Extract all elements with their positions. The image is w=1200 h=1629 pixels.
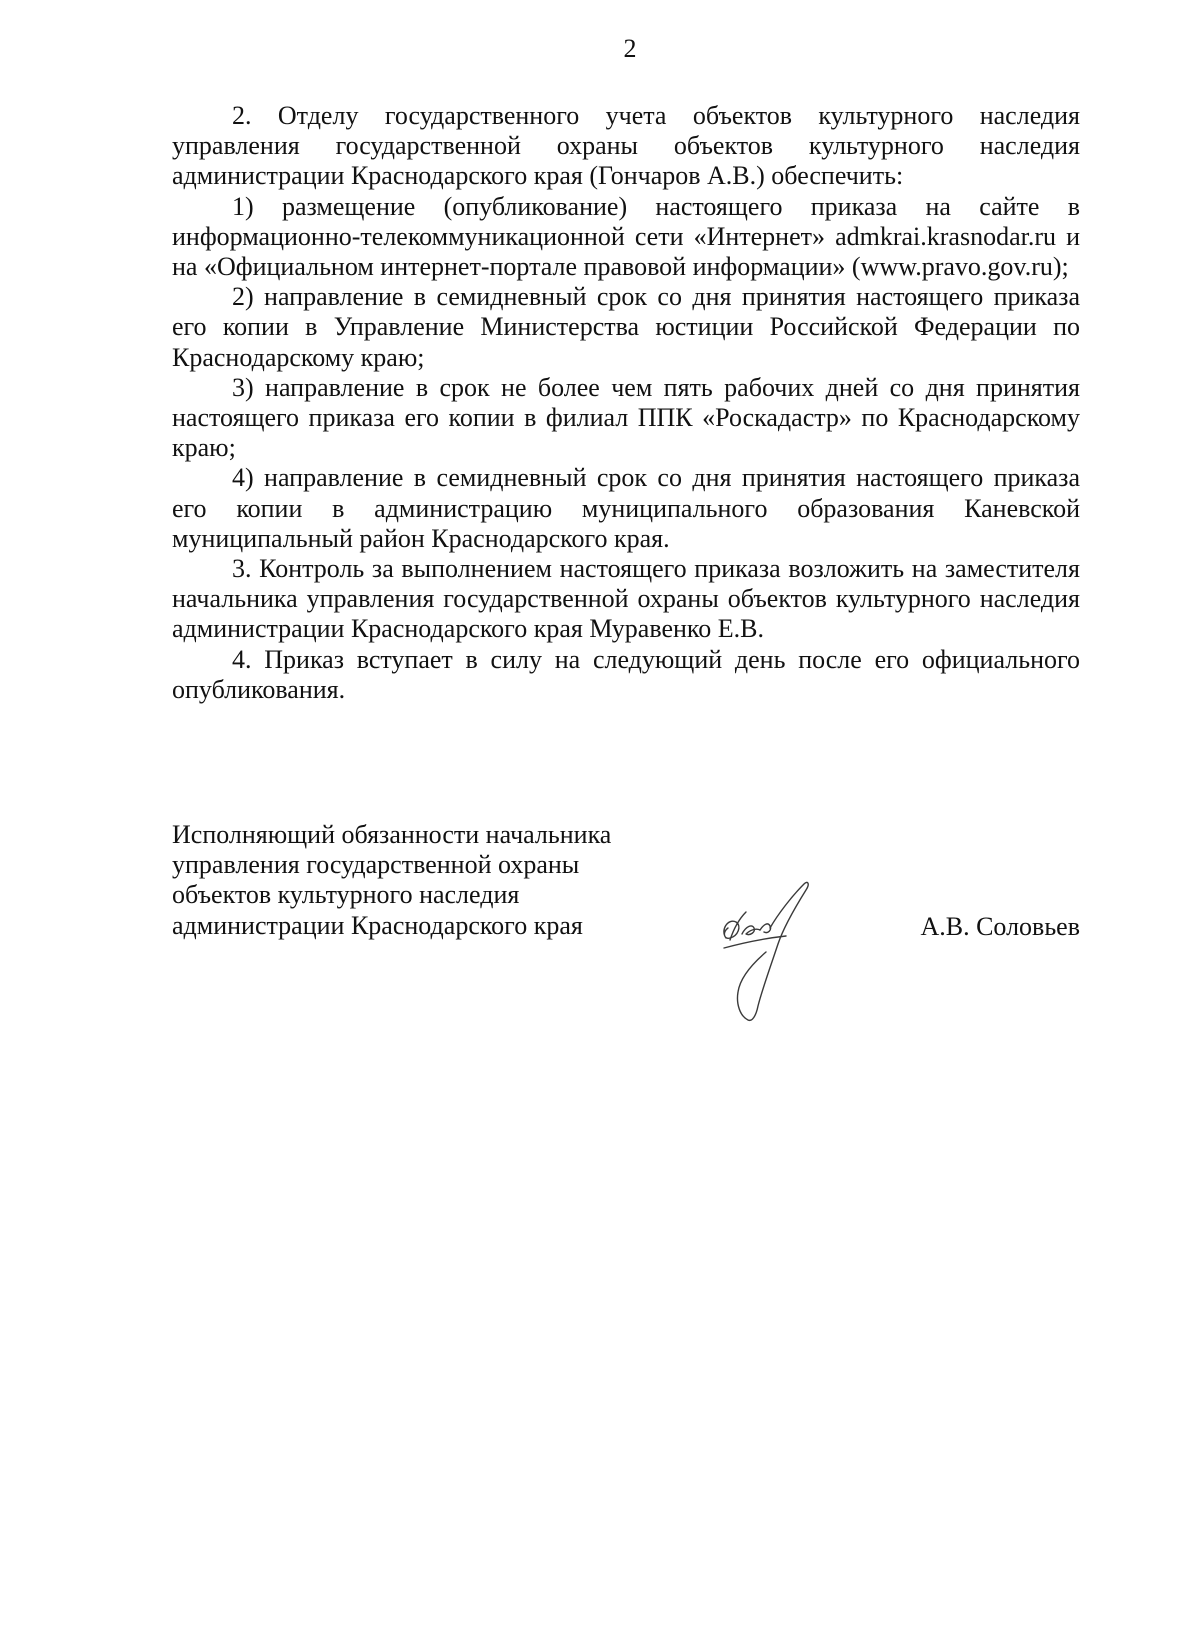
signer-position-line: Исполняющий обязанности начальника — [172, 820, 612, 849]
paragraph-subitem-2: 2) направление в семидневный срок со дня принятия настоящего приказа его копии в Управление Министерства юстиции Российской Федерации по Краснодарскому краю; — [172, 282, 1080, 372]
signature-block — [172, 820, 1080, 1030]
signer-name: А.В. Соловьев — [920, 912, 1080, 941]
paragraph-item-4: 4. Приказ вступает в силу на следующий день после его официального опубликования. — [172, 644, 1080, 704]
paragraph-subitem-3: 3) направление в срок не более чем пять рабочих дней со дня принятия настоящего приказа его копии в филиал ППК «Роскадастр» по Краснодарскому краю; — [172, 372, 1080, 463]
paragraph-item-2: 2. Отделу государственного учета объектов культурного наследия управления государственной охраны объектов культурного наследия администрации Краснодарского края (Гончаров А.В.) обеспечить: — [172, 101, 1080, 191]
page-number: 2 — [623, 34, 637, 63]
signer-position-line: управления государственной охраны — [172, 850, 580, 880]
document-body — [172, 101, 1080, 705]
signer-position — [172, 820, 611, 941]
paragraph-subitem-1: 1) размещение (опубликование) настоящего приказа на сайте в информационно-телекоммуникационной сети «Интернет» admkrai.krasnodar.ru и на «Официальном интернет-портале правовой информации» (www.pravo.gov.ru); — [172, 191, 1080, 282]
paragraph-item-3: 3. Контроль за выполнением настоящего приказа возложить на заместителя начальника управления государственной охраны объектов культурного наследия администрации Краснодарского края Муравенко Е.В. — [172, 554, 1080, 644]
paragraph-subitem-4: 4) направление в семидневный срок со дня принятия настоящего приказа его копии в администрацию муниципального образования Каневской муниципальный район Краснодарского края. — [172, 463, 1080, 553]
signer-position-line: объектов культурного наследия — [172, 880, 520, 910]
handwritten-signature — [712, 878, 832, 1028]
signer-position-line: администрации Краснодарского края — [172, 910, 583, 940]
